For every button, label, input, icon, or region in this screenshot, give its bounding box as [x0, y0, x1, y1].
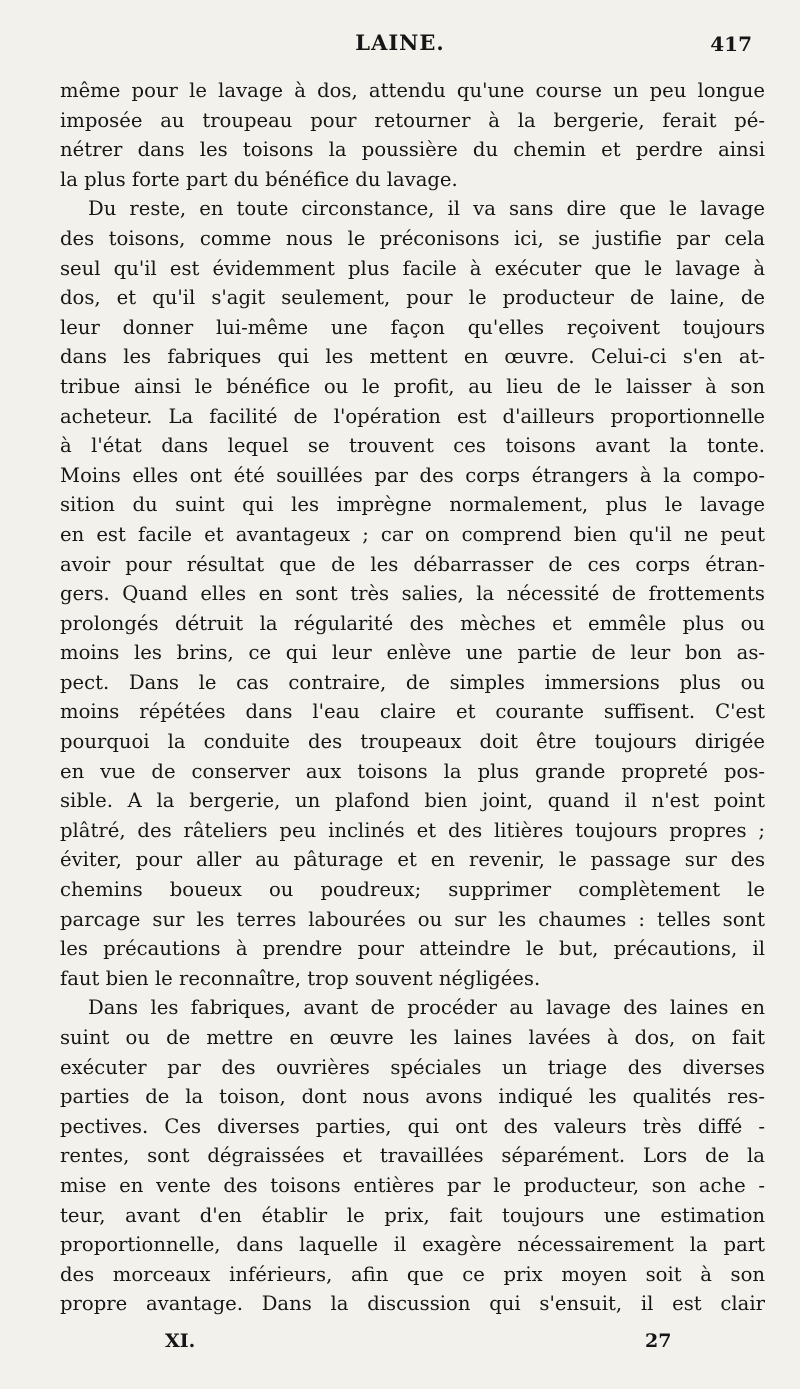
text-line: pect. Dans le cas contraire, de simples immersions plus ou	[60, 670, 765, 694]
text-line: en est facile et avantageux ; car on comprend bien qu'il ne peut	[60, 522, 765, 546]
text-line: exécuter par des ouvrières spéciales un triage des diverses	[60, 1055, 765, 1079]
text-line: moins répétées dans l'eau claire et courante suffisent. C'est	[60, 700, 765, 724]
running-head	[0, 30, 800, 62]
text-line: plâtré, des râteliers peu inclinés et des litières toujours propres ;	[60, 818, 765, 842]
running-title: LAINE.	[355, 30, 445, 55]
text-line: mise en vente des toisons entières par le producteur, son ache -	[60, 1173, 765, 1197]
signature-number: 27	[645, 1330, 672, 1352]
text-line: des morceaux inférieurs, afin que ce prix moyen soit à son	[60, 1262, 765, 1286]
text-line: pourquoi la conduite des troupeaux doit être toujours dirigée	[60, 730, 765, 754]
text-line: imposée au troupeau pour retourner à la bergerie, ferait pé-	[60, 108, 765, 132]
text-line: proportionnelle, dans laquelle il exagère nécessairement la part	[60, 1233, 765, 1257]
page-number: 417	[710, 32, 752, 56]
text-line: parties de la toison, dont nous avons indiqué les qualités res-	[60, 1085, 765, 1109]
text-line: leur donner lui-même une façon qu'elles reçoivent toujours	[60, 315, 765, 339]
text-line: tribue ainsi le bénéfice ou le profit, au lieu de le laisser à son	[60, 374, 765, 398]
text-line: parcage sur les terres labourées ou sur les chaumes : telles sont	[60, 907, 765, 931]
text-line: les précautions à prendre pour atteindre le but, précautions, il	[60, 937, 765, 961]
text-line: sible. A la bergerie, un plafond bien joint, quand il n'est point	[60, 789, 765, 813]
text-line: gers. Quand elles en sont très salies, la nécessité de frottements	[60, 582, 765, 606]
text-line: chemins boueux ou poudreux; supprimer complètement le	[60, 878, 765, 902]
text-line: moins les brins, ce qui leur enlève une partie de leur bon as-	[60, 641, 765, 665]
text-line: pectives. Ces diverses parties, qui ont des valeurs très diffé -	[60, 1114, 765, 1138]
text-line: teur, avant d'en établir le prix, fait toujours une estimation	[60, 1203, 765, 1227]
text-line: dos, et qu'il s'agit seulement, pour le producteur de laine, de	[60, 286, 765, 310]
page-footer	[0, 1330, 800, 1360]
body-text	[60, 76, 765, 1319]
text-line: suint ou de mettre en œuvre les laines lavées à dos, on fait	[60, 1026, 765, 1049]
text-line: rentes, sont dégraissées et travaillées séparément. Lors de la	[60, 1144, 765, 1168]
text-line: éviter, pour aller au pâturage et en revenir, le passage sur des	[60, 848, 765, 872]
text-line: la plus forte part du bénéfice du lavage.	[60, 167, 458, 191]
text-line: même pour le lavage à dos, attendu qu'une course un peu longue	[60, 79, 765, 102]
text-line: propre avantage. Dans la discussion qui s'ensuit, il est clair	[60, 1292, 765, 1316]
text-line: seul qu'il est évidemment plus facile à exécuter que le lavage à	[60, 256, 765, 280]
text-line: avoir pour résultat que de les débarrasser de ces corps étran-	[60, 552, 765, 576]
text-line: des toisons, comme nous le préconisons ici, se justifie par cela	[60, 226, 765, 250]
text-line: faut bien le reconnaître, trop souvent négligées.	[60, 966, 541, 990]
text-line: prolongés détruit la régularité des mèches et emmêle plus ou	[60, 611, 765, 635]
text-line: Moins elles ont été souillées par des corps étrangers à la compo-	[60, 463, 765, 487]
paragraph-start-line: Du reste, en toute circonstance, il va sans dire que le lavage	[88, 197, 765, 221]
text-line: sition du suint qui les imprègne normalement, plus le lavage	[60, 493, 765, 517]
text-line: dans les fabriques qui les mettent en œuvre. Celui-ci s'en at-	[60, 345, 765, 369]
text-line: en vue de conserver aux toisons la plus grande propreté pos-	[60, 759, 765, 783]
paragraph-start-line: Dans les fabriques, avant de procéder au lavage des laines en	[88, 996, 765, 1020]
signature-mark: XI.	[165, 1330, 196, 1352]
text-line: acheteur. La facilité de l'opération est d'ailleurs proportionnelle	[60, 404, 765, 428]
text-line: nétrer dans les toisons la poussière du chemin et perdre ainsi	[60, 138, 765, 162]
text-line: à l'état dans lequel se trouvent ces toisons avant la tonte.	[60, 434, 765, 458]
